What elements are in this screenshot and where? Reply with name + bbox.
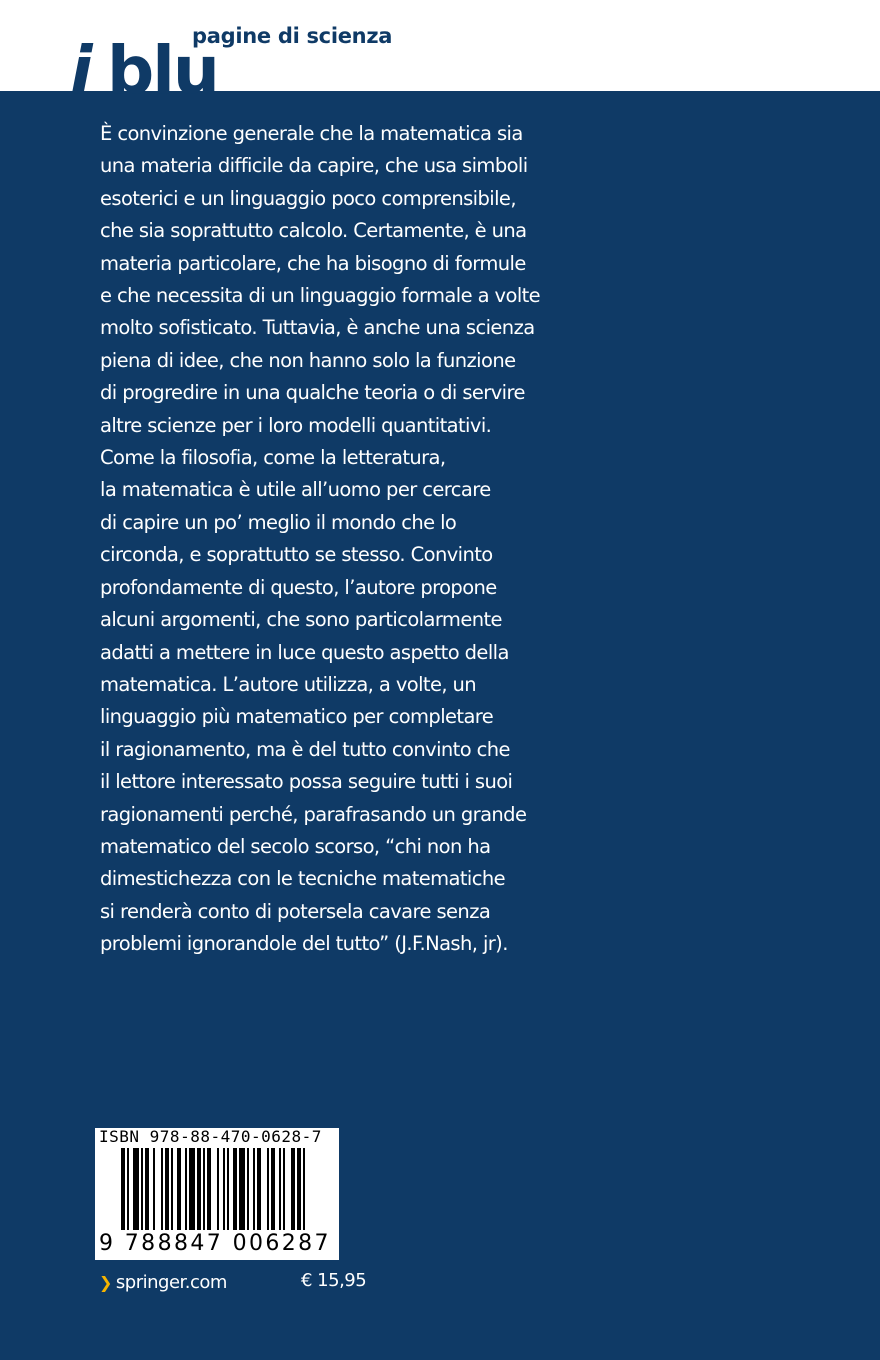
barcode-bar [171, 1148, 173, 1230]
header-band [0, 0, 880, 109]
barcode-bar [203, 1148, 205, 1230]
blurb-line: si renderà conto di potersela cavare senza [100, 899, 491, 923]
blurb-line: di capire un po’ meglio il mondo che lo [100, 510, 457, 534]
barcode-bar [279, 1148, 281, 1230]
barcode-bar [227, 1148, 229, 1230]
blurb-line: problemi ignorandole del tutto” (J.F.Nash, jr). [100, 932, 508, 956]
barcode-bar [207, 1148, 211, 1230]
blurb-line: alcuni argomenti, che sono particolarmente [100, 608, 502, 632]
barcode-bar [127, 1148, 129, 1230]
blurb-line: adatti a mettere in luce questo aspetto della [100, 640, 509, 664]
blurb-line: una materia difficile da capire, che usa simboli [100, 154, 528, 178]
barcode-bar [233, 1148, 237, 1230]
barcode-bar [283, 1148, 285, 1230]
barcode-bar [223, 1148, 225, 1230]
barcode-bar [133, 1148, 139, 1230]
logo-blu: blu [107, 32, 218, 109]
blurb-line: il lettore interessato possa seguire tutti i suoi [100, 770, 513, 794]
logo-i: i [70, 32, 91, 109]
blurb-line: È convinzione generale che la matematica sia [100, 122, 523, 145]
barcode-bar [257, 1148, 261, 1230]
barcode-bar [161, 1148, 163, 1230]
barcode-bar [217, 1148, 219, 1230]
blurb-line: altre scienze per i loro modelli quantitativi. [100, 413, 492, 437]
blurb-line: che sia soprattutto calcolo. Certamente, è una [100, 219, 527, 243]
barcode-bar [121, 1148, 125, 1230]
barcode-bar [165, 1148, 169, 1230]
publisher-link[interactable] [99, 1270, 227, 1296]
blurb-line: Come la filosofia, come la letteratura, [100, 446, 446, 470]
blurb-line: circonda, e soprattutto se stesso. Convinto [100, 543, 493, 567]
blurb-line: dimestichezza con le tecniche matematiche [100, 867, 506, 891]
blurb-line: esoterici e un linguaggio poco comprensibile, [100, 186, 516, 210]
blurb-line: ragionamenti perché, parafrasando un grande [100, 802, 527, 826]
blurb-line: materia particolare, che ha bisogno di formule [100, 251, 526, 275]
blurb-line: linguaggio più matematico per completare [100, 705, 494, 729]
series-title: pagine di scienza [192, 24, 393, 48]
ean-digits: 9 788847 006287 [99, 1231, 331, 1256]
blurb-line: matematico del secolo scorso, “chi non ha [100, 834, 491, 858]
barcode-bar [141, 1148, 143, 1230]
blurb-line: e che necessita di un linguaggio formale a volte [100, 284, 541, 308]
barcode-bar [197, 1148, 201, 1230]
barcode-bar [185, 1148, 187, 1230]
barcode-bar [177, 1148, 181, 1230]
barcode-bar [271, 1148, 275, 1230]
blurb-line: la matematica è utile all’uomo per cercare [100, 478, 491, 502]
blurb-line: profondamente di questo, l’autore propone [100, 575, 497, 599]
barcode-bar [303, 1148, 305, 1230]
blurb-line: matematica. L’autore utilizza, a volte, un [100, 672, 477, 696]
blurb-line: molto sofisticato. Tuttavia, è anche una scienza [100, 316, 535, 340]
blurb-line: piena di idee, che non hanno solo la funzione [100, 348, 516, 372]
isbn-barcode [95, 1128, 339, 1260]
barcode-bar [253, 1148, 255, 1230]
barcode-bar [145, 1148, 149, 1230]
barcode-bar [239, 1148, 245, 1230]
barcode-bar [189, 1148, 195, 1230]
publisher-website: springer.com [115, 1272, 227, 1293]
barcode-bar [297, 1148, 301, 1230]
blurb-line: di progredire in una qualche teoria o di servire [100, 381, 525, 405]
chevron-right-icon: ❯ [99, 1273, 112, 1292]
barcode-bar [291, 1148, 295, 1230]
price: € 15,95 [301, 1270, 367, 1291]
isbn-label: ISBN 978-88-470-0628-7 [99, 1127, 322, 1146]
barcode-bar [267, 1148, 269, 1230]
blurb-line: il ragionamento, ma è del tutto convinto che [100, 737, 510, 761]
back-cover-blurb [100, 118, 570, 961]
barcode-bar [153, 1148, 155, 1230]
barcode-bars [95, 1146, 339, 1234]
barcode-bar [247, 1148, 249, 1230]
